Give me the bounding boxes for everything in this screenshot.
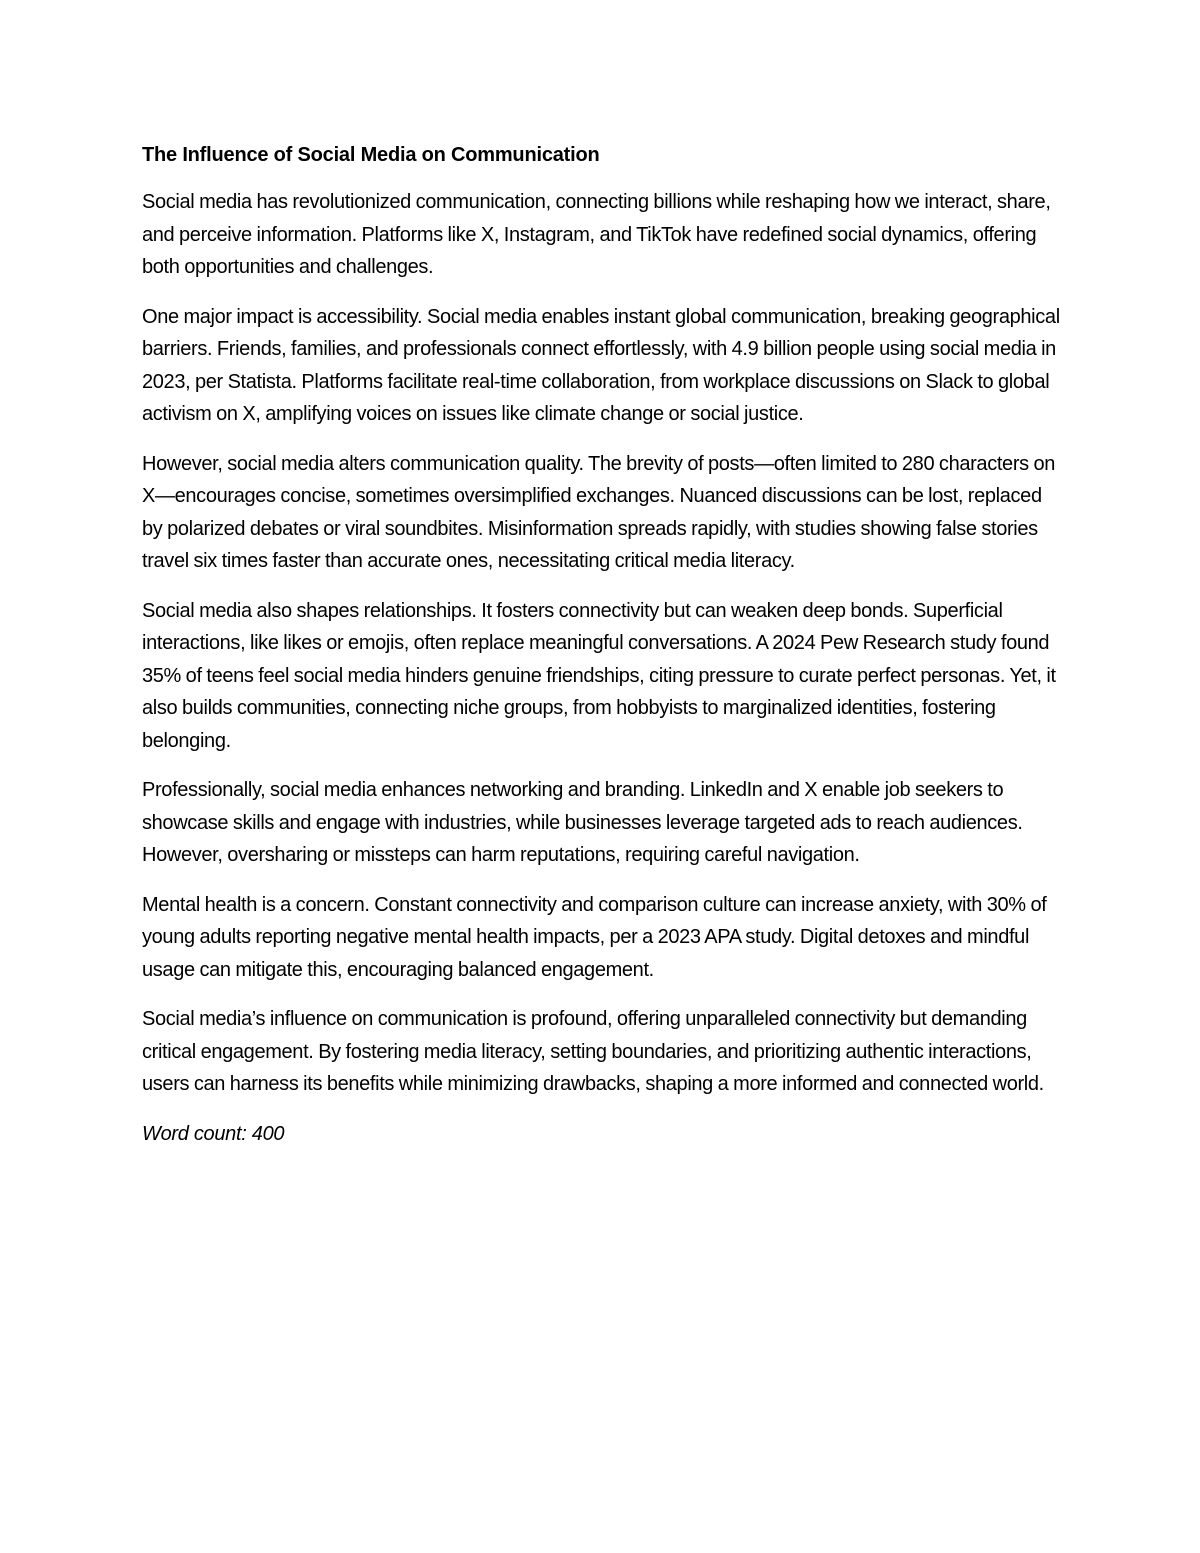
paragraph-professional: Professionally, social media enhances networking and branding. LinkedIn and X enable job seekers to showcase skills and engage with industries, while businesses leverage targeted ads to reach audiences. However, oversharing or missteps can harm reputations, requiring careful navigation. <box>142 779 1023 866</box>
paragraph-conclusion: Social media’s influence on communication is profound, offering unparalleled connectivity but demanding critical engagement. By fostering media literacy, setting boundaries, and prioritizing authentic interactions, users can harness its benefits while minimizing drawbacks, shaping a more informed and connected world. <box>142 1008 1044 1095</box>
paragraph-mental-health: Mental health is a concern. Constant connectivity and comparison culture can increase anxiety, with 30% of young adults reporting negative mental health impacts, per a 2023 APA study. Digital detoxes and mindful usage can mitigate this, encouraging balanced engagement. <box>142 893 1047 981</box>
word-count: Word count: 400 <box>142 1122 285 1145</box>
paragraph-accessibility: One major impact is accessibility. Social media enables instant global communication, breaking geographical barriers. Friends, families, and professionals connect effortlessly, with 4.9 billion people using social media in 2023, per Statista. Platforms facilitate real-time collaboration, from workplace discussions on Slack to global activism on X, amplifying voices on issues like climate change or social justice. <box>142 305 1060 425</box>
paragraph-relationships: Social media also shapes relationships. It fosters connectivity but can weaken deep bonds. Superficial interactions, like likes or emojis, often replace meaningful conversations. A 2024 Pew Research study found 35% of teens feel social media hinders genuine friendships, citing pressure to curate perfect personas. Yet, it also builds communities, connecting niche groups, from hobbyists to marginalized identities, fostering belonging. <box>142 599 1056 752</box>
document-body <box>142 140 1062 1150</box>
paragraph-quality: However, social media alters communication quality. The brevity of posts—often limited to 280 characters on X—encourages concise, sometimes oversimplified exchanges. Nuanced discussions can be lost, replaced by polarized debates or viral soundbites. Misinformation spreads rapidly, with studies showing false stories travel six times faster than accurate ones, necessitating critical media literacy. <box>142 452 1056 572</box>
document-title: The Influence of Social Media on Communication <box>142 144 600 166</box>
paragraph-intro: Social media has revolutionized communication, connecting billions while reshaping how we interact, share, and perceive information. Platforms like X, Instagram, and TikTok have redefined social dynamics, offering both opportunities and challenges. <box>142 191 1051 278</box>
